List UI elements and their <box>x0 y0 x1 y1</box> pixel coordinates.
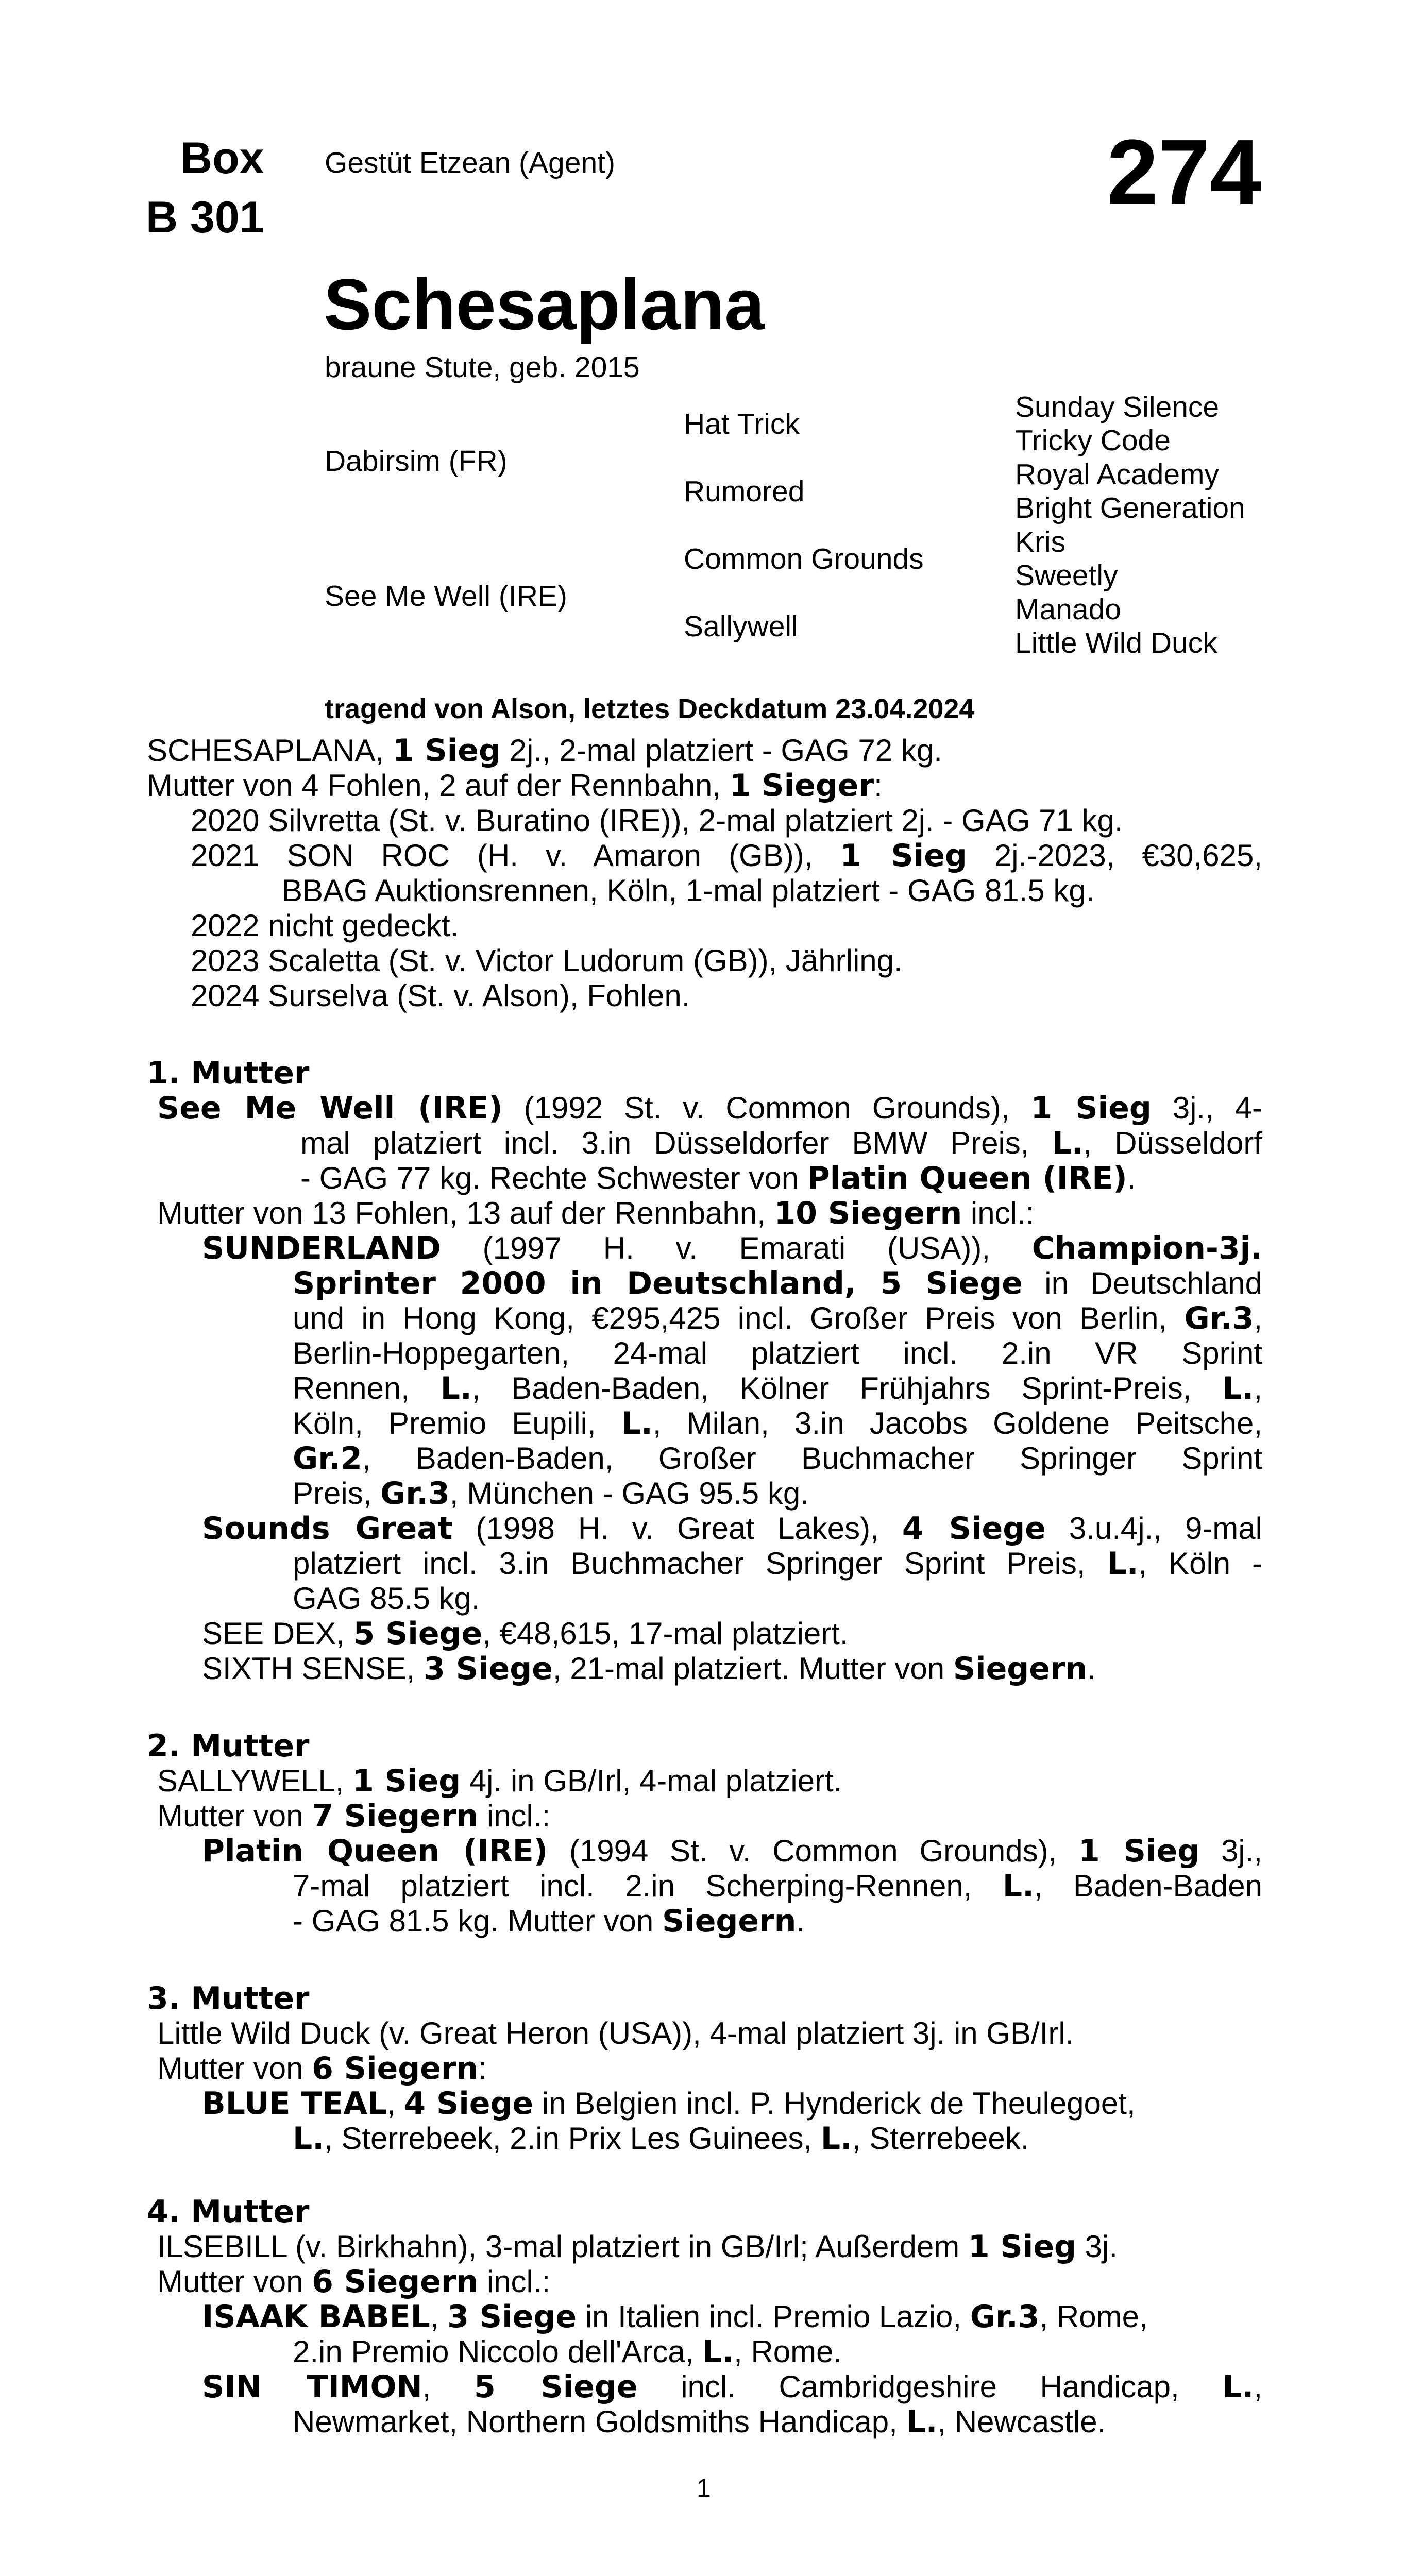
produce-entry: Gr.2, Baden-Baden, Großer Buchmacher Springer Sprint <box>293 1440 1262 1477</box>
produce-line: 2020 Silvretta (St. v. Buratino (IRE)), 2-mal platziert 2j. - GAG 71 kg. <box>191 803 1123 838</box>
gg-1: Sunday Silence <box>1015 391 1220 423</box>
produce-entry: 2.in Premio Niccolo dell'Arca, L., Rome. <box>293 2334 842 2370</box>
produce-entry: Newmarket, Northern Goldsmiths Handicap, L., Newcastle. <box>293 2404 1106 2440</box>
covering-note: tragend von Alson, letztes Deckdatum 23.04.2024 <box>325 693 975 724</box>
gg-4: Bright Generation <box>1015 492 1245 524</box>
produce-line: 2021 SON ROC (H. v. Amaron (GB)), 1 Sieg 2j.-2023, €30,625, <box>191 838 1262 874</box>
box-number: B 301 <box>146 193 264 242</box>
gg-7: Manado <box>1015 593 1121 626</box>
produce-line: 2022 nicht gedeckt. <box>191 908 459 943</box>
produce-entry: Platin Queen (IRE) (1994 St. v. Common Grounds), 1 Sieg 3j., <box>202 1833 1262 1869</box>
gg-6: Sweetly <box>1015 559 1118 592</box>
produce-entry: 7-mal platziert incl. 2.in Scherping-Rennen, L., Baden-Baden <box>293 1868 1263 1904</box>
produce-entry: SEE DEX, 5 Siege, €48,615, 17-mal platziert. <box>202 1616 849 1652</box>
produce-entry: und in Hong Kong, €295,425 incl. Großer Preis von Berlin, Gr.3, <box>293 1300 1262 1336</box>
record-line: Mutter von 4 Fohlen, 2 auf der Rennbahn, 1 Sieger: <box>147 768 883 804</box>
produce-line: 2024 Surselva (St. v. Alson), Fohlen. <box>191 978 690 1013</box>
produce-line: BBAG Auktionsrennen, Köln, 1-mal platziert - GAG 81.5 kg. <box>282 873 1095 908</box>
box-label: Box <box>180 133 264 183</box>
dam-line: SALLYWELL, 1 Sieg 4j. in GB/Irl, 4-mal platziert. <box>157 1763 842 1799</box>
produce-entry: - GAG 81.5 kg. Mutter von Siegern. <box>293 1903 805 1939</box>
gg-2: Tricky Code <box>1015 424 1171 457</box>
section-heading: 3. Mutter <box>147 1980 310 2016</box>
lot-number: 274 <box>1107 121 1262 224</box>
dam-line: Little Wild Duck (v. Great Heron (USA)), 4-mal platziert 3j. in GB/Irl. <box>157 2016 1074 2050</box>
produce-entry: Preis, Gr.3, München - GAG 95.5 kg. <box>293 1476 809 1512</box>
produce-entry: Sounds Great (1998 H. v. Great Lakes), 4 Siege 3.u.4j., 9-mal <box>202 1511 1262 1547</box>
dam-line: mal platziert incl. 3.in Düsseldorfer BMW Preis, L., Düsseldorf <box>300 1125 1262 1161</box>
produce-entry: GAG 85.5 kg. <box>293 1581 480 1616</box>
dam-line: Mutter von 6 Siegern incl.: <box>157 2264 551 2300</box>
produce-entry: SIN TIMON, 5 Siege incl. Cambridgeshire Handicap, L., <box>202 2369 1262 2405</box>
produce-entry: Rennen, L., Baden-Baden, Kölner Frühjahrs Sprint-Preis, L., <box>293 1370 1263 1406</box>
sire: Dabirsim (FR) <box>325 445 508 478</box>
dam-dam: Sallywell <box>684 610 798 643</box>
produce-entry: SUNDERLAND (1997 H. v. Emarati (USA)), Champion-3j. <box>202 1230 1262 1266</box>
section-heading: 2. Mutter <box>147 1728 310 1764</box>
sire-sire: Hat Trick <box>684 408 800 440</box>
dam-line: Mutter von 6 Siegern: <box>157 2050 487 2087</box>
section-heading: 4. Mutter <box>147 2194 310 2230</box>
produce-line: 2023 Scaletta (St. v. Victor Ludorum (GB)), Jährling. <box>191 943 903 978</box>
page-number: 1 <box>697 2473 711 2502</box>
consignor: Gestüt Etzean (Agent) <box>325 146 615 179</box>
produce-entry: Sprinter 2000 in Deutschland, 5 Siege in Deutschland <box>293 1265 1262 1301</box>
horse-name: Schesaplana <box>324 264 765 345</box>
dam-line: ILSEBILL (v. Birkhahn), 3-mal platziert in GB/Irl; Außerdem 1 Sieg 3j. <box>157 2229 1118 2265</box>
horse-description: braune Stute, geb. 2015 <box>325 351 640 384</box>
gg-3: Royal Academy <box>1015 458 1220 491</box>
dam-sire: Common Grounds <box>684 543 924 575</box>
produce-entry: Köln, Premio Eupili, L., Milan, 3.in Jacobs Goldene Peitsche, <box>293 1405 1263 1442</box>
sire-dam: Rumored <box>684 475 805 508</box>
produce-entry: BLUE TEAL, 4 Siege in Belgien incl. P. Hynderick de Theulegoet, <box>202 2086 1136 2122</box>
dam-line: Mutter von 7 Siegern incl.: <box>157 1798 551 1834</box>
produce-entry: platziert incl. 3.in Buchmacher Springer Sprint Preis, L., Köln - <box>293 1546 1263 1582</box>
dam-line: Mutter von 13 Fohlen, 13 auf der Rennbahn, 10 Siegern incl.: <box>157 1195 1035 1231</box>
dam-line: See Me Well (IRE) (1992 St. v. Common Grounds), 1 Sieg 3j., 4- <box>157 1090 1263 1126</box>
record-line: SCHESAPLANA, 1 Sieg 2j., 2-mal platziert - GAG 72 kg. <box>147 733 942 769</box>
produce-entry: L., Sterrebeek, 2.in Prix Les Guinees, L., Sterrebeek. <box>293 2121 1029 2157</box>
gg-5: Kris <box>1015 526 1066 558</box>
dam-line: - GAG 77 kg. Rechte Schwester von Platin Queen (IRE). <box>300 1160 1136 1196</box>
produce-entry: Berlin-Hoppegarten, 24-mal platziert incl. 2.in VR Sprint <box>293 1336 1262 1370</box>
section-heading: 1. Mutter <box>147 1055 310 1091</box>
produce-entry: ISAAK BABEL, 3 Siege in Italien incl. Premio Lazio, Gr.3, Rome, <box>202 2299 1148 2335</box>
gg-8: Little Wild Duck <box>1015 626 1217 659</box>
produce-entry: SIXTH SENSE, 3 Siege, 21-mal platziert. Mutter von Siegern. <box>202 1651 1096 1687</box>
dam: See Me Well (IRE) <box>325 580 567 613</box>
